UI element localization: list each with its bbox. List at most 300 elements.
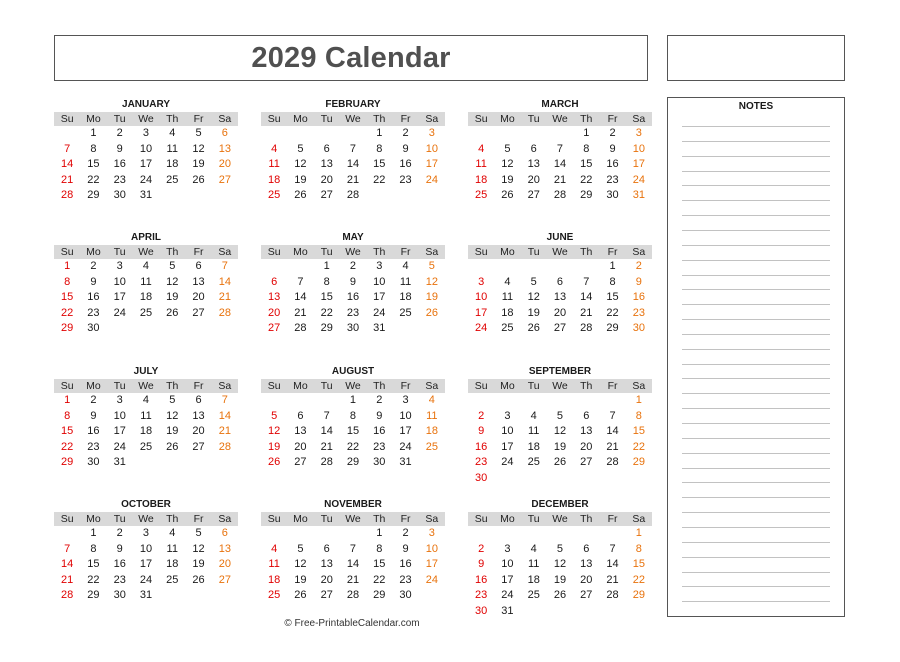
day-cell: 2: [609, 127, 616, 139]
notes-line: [682, 408, 830, 409]
day-cell: 15: [373, 158, 386, 170]
day-cell: 26: [553, 456, 567, 468]
day-cell: 27: [553, 322, 567, 334]
day-cell: 8: [376, 142, 383, 155]
weekday-label: Tu: [320, 246, 333, 258]
day-cell: 4: [271, 542, 278, 555]
day-cell: 27: [580, 456, 593, 468]
day-cell: [287, 604, 313, 620]
day-cell: 8: [583, 142, 590, 155]
day-cell: [419, 455, 445, 471]
day-cell: 28: [218, 440, 231, 453]
day-cell: 18: [527, 573, 540, 586]
day-cell: 1: [635, 394, 642, 406]
day-cell: 12: [553, 558, 567, 570]
day-cell: [547, 259, 573, 275]
page-title: 2029 Calendar: [251, 41, 451, 74]
weekday-label: Tu: [527, 380, 540, 392]
week-row: [468, 188, 652, 204]
day-cell: 8: [90, 142, 97, 155]
weekday-label: Mo: [293, 513, 308, 525]
week-row: [468, 455, 652, 471]
notes-line: [682, 215, 830, 216]
day-cell: 14: [553, 158, 567, 170]
day-cell: [547, 126, 573, 142]
day-cell: 18: [475, 173, 488, 186]
notes-line: [682, 572, 830, 573]
day-cell: 24: [113, 440, 126, 453]
day-cell: 26: [501, 189, 514, 201]
day-cell: [185, 455, 211, 471]
day-cell: 11: [399, 275, 412, 288]
day-cell: [107, 337, 133, 353]
day-cell: 2: [116, 127, 123, 139]
day-cell: 17: [399, 425, 412, 437]
day-cell: [468, 526, 494, 542]
day-cell: 22: [87, 573, 100, 586]
day-cell: 18: [399, 291, 412, 303]
week-row: [468, 557, 652, 573]
day-cell: 5: [428, 260, 435, 272]
notes-line: [682, 423, 830, 424]
week-row: [468, 157, 652, 173]
day-cell: 19: [294, 573, 307, 586]
day-cell: [419, 471, 445, 487]
month-may: [261, 231, 445, 352]
day-cell: 28: [61, 189, 74, 201]
day-cell: 28: [346, 189, 360, 201]
day-cell: 10: [373, 275, 386, 288]
day-cell: 13: [218, 542, 231, 555]
day-cell: 6: [271, 275, 278, 288]
weekday-label: Su: [474, 113, 488, 125]
weekday-label: Tu: [527, 113, 540, 125]
day-cell: 4: [530, 409, 537, 422]
month-name: FEBRUARY: [325, 99, 381, 110]
day-cell: 3: [478, 275, 485, 288]
month-name: MAY: [342, 232, 364, 243]
day-cell: 6: [530, 142, 537, 155]
day-cell: [599, 604, 625, 620]
day-cell: 20: [320, 173, 333, 186]
day-cell: 1: [609, 260, 616, 272]
day-cell: 22: [346, 440, 360, 453]
day-cell: [521, 126, 547, 142]
day-cell: 17: [113, 291, 126, 303]
day-cell: [521, 259, 547, 275]
day-cell: [185, 588, 211, 604]
day-cell: 7: [609, 542, 616, 555]
day-cell: 12: [527, 291, 540, 303]
week-row: [54, 204, 238, 220]
day-cell: 5: [530, 275, 537, 288]
day-cell: [212, 604, 238, 620]
month-name: JUNE: [546, 232, 574, 243]
day-cell: [468, 393, 494, 409]
day-cell: 14: [61, 558, 74, 570]
day-cell: [212, 455, 238, 471]
day-cell: 14: [606, 425, 619, 437]
day-cell: 29: [606, 322, 619, 334]
day-cell: 16: [113, 558, 126, 570]
day-cell: 29: [87, 589, 100, 601]
notes-line: [682, 453, 830, 454]
day-cell: 21: [61, 173, 74, 186]
day-cell: 12: [166, 275, 179, 288]
weekday-header: [54, 112, 238, 126]
day-cell: [54, 604, 80, 620]
day-cell: 9: [609, 142, 616, 155]
month-name: JANUARY: [122, 99, 170, 110]
week-row: [261, 173, 445, 189]
week-row: [261, 455, 445, 471]
day-cell: 20: [294, 440, 307, 453]
weekday-label: Fr: [193, 113, 204, 125]
day-cell: 9: [402, 142, 409, 155]
day-cell: 2: [635, 260, 642, 272]
day-cell: [547, 393, 573, 409]
weekday-label: Mo: [293, 380, 308, 392]
day-cell: 21: [580, 306, 593, 319]
day-cell: 6: [221, 127, 228, 139]
day-cell: 29: [61, 456, 74, 468]
day-cell: 5: [556, 409, 564, 422]
day-cell: [340, 471, 366, 487]
notes-line: [682, 289, 830, 290]
day-cell: 25: [166, 173, 179, 186]
day-cell: 19: [192, 558, 205, 570]
day-cell: 18: [501, 306, 514, 319]
day-cell: 30: [87, 456, 100, 468]
day-cell: 18: [166, 158, 179, 170]
notes-line: [682, 497, 830, 498]
day-cell: 14: [606, 558, 619, 570]
day-cell: 18: [166, 558, 179, 570]
day-cell: 26: [166, 306, 179, 319]
day-cell: 20: [320, 573, 333, 586]
week-row: [54, 409, 238, 425]
month-name: AUGUST: [331, 366, 375, 377]
day-cell: 10: [475, 291, 488, 303]
week-row: [54, 526, 238, 542]
week-row: [54, 604, 238, 620]
month-name: NOVEMBER: [324, 499, 382, 510]
week-row: [261, 337, 445, 353]
day-cell: 31: [399, 456, 412, 468]
weekday-label: Th: [166, 246, 179, 258]
day-cell: [314, 126, 340, 142]
week-row: [54, 306, 238, 322]
day-cell: 30: [113, 189, 126, 201]
day-cell: 9: [478, 425, 485, 437]
day-cell: 24: [501, 456, 514, 468]
day-cell: 9: [90, 275, 97, 288]
weekday-label: Tu: [113, 380, 126, 392]
weekday-header: [54, 379, 238, 393]
day-cell: [392, 188, 418, 204]
day-cell: 27: [320, 589, 333, 601]
month-september: [468, 365, 652, 486]
notes-line: [682, 200, 830, 201]
week-row: [54, 259, 238, 275]
weekday-label: Th: [580, 513, 593, 525]
day-cell: [626, 604, 652, 620]
day-cell: [185, 471, 211, 487]
weekday-label: Mo: [500, 513, 515, 525]
day-cell: 2: [90, 394, 97, 406]
week-row: [468, 409, 652, 425]
day-cell: 31: [139, 189, 153, 201]
day-cell: 9: [478, 558, 485, 570]
week-row: [54, 337, 238, 353]
day-cell: 15: [632, 558, 645, 570]
day-cell: 10: [501, 558, 514, 570]
day-cell: 16: [475, 573, 488, 586]
day-cell: 10: [425, 142, 438, 155]
day-cell: 10: [113, 275, 126, 288]
day-cell: 13: [527, 158, 540, 170]
weekday-label: Sa: [632, 513, 646, 525]
day-cell: [626, 204, 652, 220]
day-cell: [159, 471, 185, 487]
day-cell: 16: [632, 291, 645, 303]
day-cell: 28: [61, 589, 74, 601]
day-cell: 15: [580, 158, 593, 170]
notes-line: [682, 438, 830, 439]
day-cell: [599, 337, 625, 353]
day-cell: 3: [504, 542, 511, 555]
weekday-label: Su: [60, 246, 74, 258]
weekday-label: Fr: [607, 113, 618, 125]
day-cell: 27: [218, 173, 231, 186]
week-row: [261, 290, 445, 306]
day-cell: 20: [192, 425, 205, 437]
day-cell: 18: [425, 425, 438, 437]
day-cell: 23: [87, 440, 100, 453]
day-cell: 31: [139, 589, 153, 601]
weekday-label: We: [138, 380, 154, 392]
day-cell: 1: [90, 527, 97, 539]
day-cell: 13: [580, 558, 593, 570]
day-cell: 17: [425, 558, 438, 570]
weekday-label: Mo: [86, 380, 101, 392]
weekday-label: Mo: [293, 246, 308, 258]
day-cell: [521, 526, 547, 542]
day-cell: [133, 204, 159, 220]
day-cell: 4: [530, 542, 537, 555]
day-cell: 14: [61, 158, 74, 170]
weekday-label: Fr: [193, 246, 204, 258]
weekday-header: [54, 245, 238, 259]
week-row: [54, 275, 238, 291]
week-row: [261, 259, 445, 275]
day-cell: 16: [475, 440, 488, 453]
month-january: [54, 98, 238, 219]
day-cell: 10: [399, 409, 412, 422]
day-cell: 4: [169, 527, 176, 539]
day-cell: 10: [425, 542, 438, 555]
day-cell: 30: [113, 589, 126, 601]
day-cell: 7: [221, 394, 228, 406]
day-cell: [133, 604, 159, 620]
day-cell: 21: [606, 573, 619, 586]
week-row: [54, 321, 238, 337]
day-cell: [261, 126, 287, 142]
day-cell: 26: [294, 589, 307, 601]
day-cell: 7: [583, 275, 590, 288]
weekday-label: Fr: [400, 380, 411, 392]
weekday-label: Su: [474, 246, 488, 258]
weekday-label: We: [552, 380, 568, 392]
day-cell: [340, 337, 366, 353]
day-cell: 24: [425, 173, 438, 186]
day-cell: [314, 337, 340, 353]
day-cell: 13: [320, 158, 333, 170]
month-december: [468, 498, 652, 619]
day-cell: 24: [399, 440, 412, 453]
day-cell: [261, 259, 287, 275]
day-cell: 24: [139, 173, 153, 186]
weekday-label: Tu: [113, 113, 126, 125]
day-cell: 16: [373, 425, 386, 437]
day-cell: 15: [61, 291, 74, 303]
day-cell: 29: [632, 456, 645, 468]
day-cell: 4: [402, 260, 409, 272]
notes-line: [682, 185, 830, 186]
weekday-label: Su: [267, 113, 281, 125]
day-cell: 4: [504, 275, 511, 288]
week-row: [54, 471, 238, 487]
day-cell: 16: [606, 158, 619, 170]
weekday-label: Su: [474, 380, 488, 392]
weekday-label: Th: [166, 380, 179, 392]
day-cell: 8: [64, 409, 71, 422]
notes-line: [682, 527, 830, 528]
week-row: [468, 321, 652, 337]
day-cell: 1: [635, 527, 642, 539]
notes-line: [682, 468, 830, 469]
footer-credit: © Free-PrintableCalendar.com: [284, 618, 420, 629]
day-cell: 17: [475, 306, 488, 319]
weekday-label: We: [345, 246, 361, 258]
week-row: [54, 393, 238, 409]
week-row: [54, 573, 238, 589]
day-cell: [573, 259, 599, 275]
day-cell: [314, 393, 340, 409]
day-cell: 15: [87, 158, 100, 170]
weekday-label: We: [552, 246, 568, 258]
day-cell: [54, 526, 80, 542]
month-february: [261, 98, 445, 219]
day-cell: [107, 321, 133, 337]
day-cell: 6: [583, 409, 590, 422]
day-cell: 4: [142, 260, 150, 272]
day-cell: [54, 471, 80, 487]
day-cell: 10: [501, 425, 514, 437]
day-cell: 1: [323, 260, 330, 272]
day-cell: 15: [632, 425, 645, 437]
day-cell: [261, 471, 287, 487]
notes-line: [682, 156, 830, 157]
day-cell: 26: [166, 440, 179, 453]
day-cell: 14: [218, 275, 231, 288]
week-row: [261, 557, 445, 573]
day-cell: 18: [139, 425, 153, 437]
day-cell: 1: [583, 127, 590, 139]
day-cell: [54, 337, 80, 353]
day-cell: 17: [425, 158, 438, 170]
day-cell: 13: [218, 142, 231, 155]
day-cell: 20: [218, 558, 231, 570]
day-cell: [494, 393, 520, 409]
day-cell: [340, 604, 366, 620]
day-cell: 3: [635, 127, 642, 139]
day-cell: [159, 188, 185, 204]
day-cell: 21: [218, 425, 231, 437]
day-cell: 16: [87, 425, 100, 437]
week-row: [54, 126, 238, 142]
day-cell: 12: [192, 142, 205, 155]
day-cell: 23: [475, 456, 488, 468]
day-cell: [366, 471, 392, 487]
week-row: [261, 588, 445, 604]
day-cell: 1: [64, 394, 71, 406]
day-cell: [392, 471, 418, 487]
week-row: [261, 126, 445, 142]
notes-line: [682, 601, 830, 602]
day-cell: 14: [346, 558, 360, 570]
week-row: [468, 393, 652, 409]
notes-line: [682, 275, 830, 276]
day-cell: 21: [346, 573, 360, 586]
day-cell: [287, 393, 313, 409]
day-cell: [54, 204, 80, 220]
day-cell: 13: [268, 291, 281, 303]
day-cell: 28: [606, 456, 619, 468]
day-cell: [80, 204, 106, 220]
weekday-header: [261, 379, 445, 393]
weekday-label: Sa: [425, 513, 439, 525]
week-row: [261, 204, 445, 220]
day-cell: 14: [346, 158, 360, 170]
week-row: [261, 526, 445, 542]
notes-line: [682, 141, 830, 142]
day-cell: [366, 188, 392, 204]
day-cell: 7: [297, 275, 304, 288]
weekday-label: We: [345, 380, 361, 392]
day-cell: [212, 321, 238, 337]
day-cell: 20: [268, 306, 281, 319]
month-august: [261, 365, 445, 486]
week-row: [468, 126, 652, 142]
notes-panel: [667, 97, 845, 617]
weekday-label: Fr: [607, 513, 618, 525]
day-cell: [392, 337, 418, 353]
week-row: [468, 306, 652, 322]
weekday-label: Su: [60, 113, 74, 125]
day-cell: [599, 526, 625, 542]
day-cell: 29: [373, 589, 386, 601]
week-row: [54, 455, 238, 471]
day-cell: [599, 204, 625, 220]
day-cell: [261, 526, 287, 542]
day-cell: 17: [113, 425, 126, 437]
day-cell: 4: [142, 394, 150, 406]
day-cell: 24: [632, 173, 645, 186]
day-cell: 22: [61, 306, 74, 319]
day-cell: 14: [294, 291, 307, 303]
day-cell: 15: [320, 291, 333, 303]
